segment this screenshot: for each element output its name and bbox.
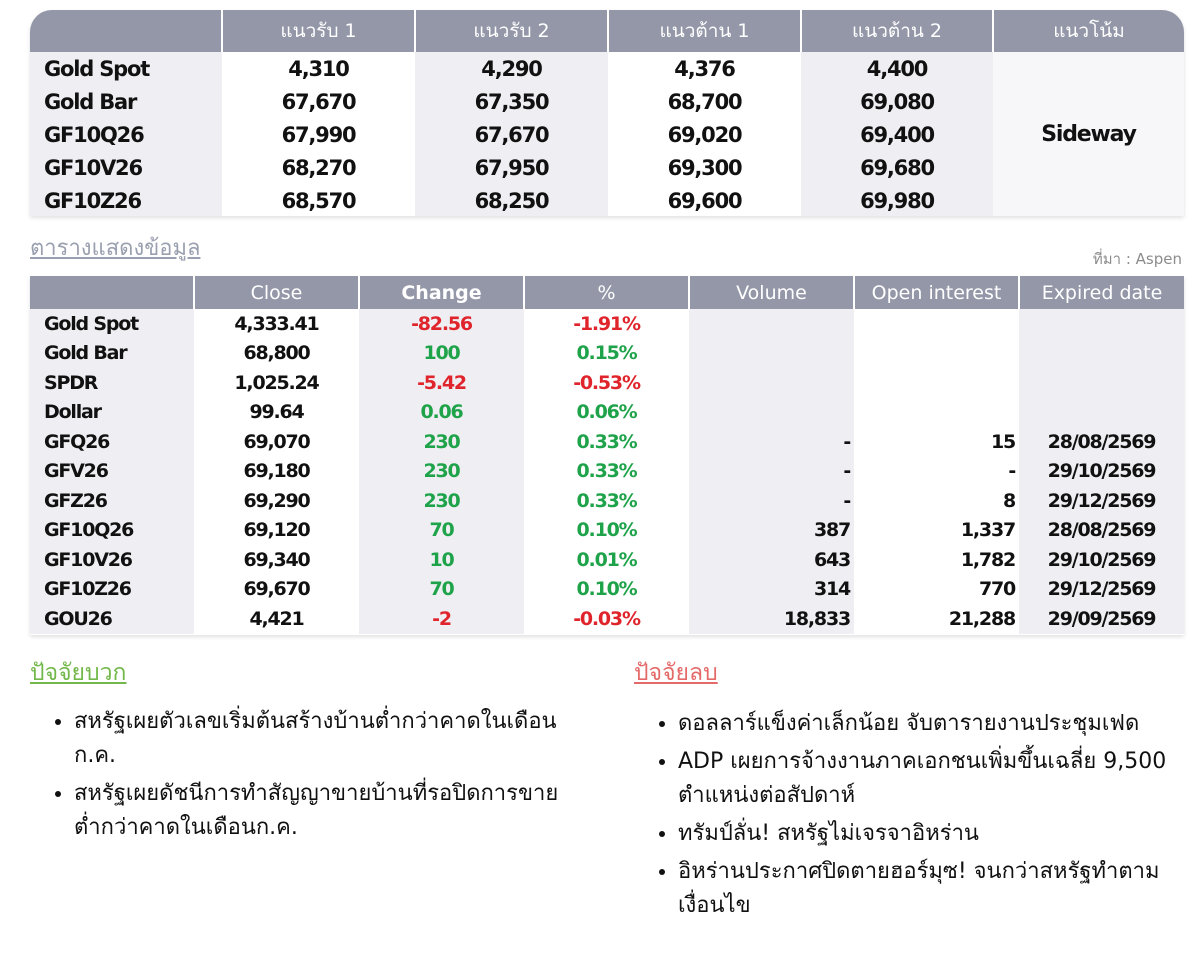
market-header-row: [30, 276, 1184, 309]
instrument-name: Gold Spot: [30, 309, 194, 339]
change-value: -82.56: [359, 309, 524, 339]
header-resistance-1: แนวต้าน 1: [608, 10, 801, 52]
open-interest-value: [854, 339, 1019, 369]
table-row: [30, 457, 1184, 487]
change-value: -5.42: [359, 368, 524, 398]
table-row: [30, 427, 1184, 457]
support-2-value: 68,250: [415, 184, 608, 216]
header-blank: [30, 10, 222, 52]
close-value: 69,670: [194, 575, 359, 605]
list-item: • อิหร่านประกาศปิดตายฮอร์มุซ! จนกว่าสหรัฐทำตามเงื่อนไข: [678, 855, 1174, 923]
instrument-name: GF10Z26: [30, 575, 194, 605]
change-value: 0.06: [359, 398, 524, 428]
volume-value: [689, 398, 854, 428]
close-value: 68,800: [194, 339, 359, 369]
expired-date-value: 29/12/2569: [1019, 486, 1184, 516]
close-value: 69,340: [194, 545, 359, 575]
open-interest-value: -: [854, 457, 1019, 487]
volume-value: -: [689, 457, 854, 487]
support-2-value: 67,350: [415, 85, 608, 118]
list-item: • ทรัมป์ลั่น! สหรัฐไม่เจรจาอิหร่าน: [678, 817, 1174, 851]
table-row: [30, 398, 1184, 428]
positive-factors-list: [30, 705, 570, 845]
expired-date-value: 29/10/2569: [1019, 457, 1184, 487]
resistance-2-value: 4,400: [801, 52, 993, 85]
table-row: [30, 52, 1184, 85]
open-interest-value: 21,288: [854, 604, 1019, 634]
table-row: [30, 575, 1184, 605]
open-interest-value: [854, 398, 1019, 428]
change-value: 100: [359, 339, 524, 369]
resistance-1-value: 69,600: [608, 184, 801, 216]
instrument-name: Gold Bar: [30, 85, 222, 118]
instrument-name: GFQ26: [30, 427, 194, 457]
expired-date-value: [1019, 339, 1184, 369]
volume-value: [689, 368, 854, 398]
support-1-value: 68,270: [222, 151, 415, 184]
change-value: -2: [359, 604, 524, 634]
change-value: 70: [359, 575, 524, 605]
table-row: [30, 545, 1184, 575]
negative-factors-title: ปัจจัยลบ: [634, 660, 718, 686]
support-1-value: 67,670: [222, 85, 415, 118]
support-1-value: 4,310: [222, 52, 415, 85]
table-row: [30, 604, 1184, 634]
percent-value: 0.33%: [524, 486, 689, 516]
percent-value: 0.33%: [524, 457, 689, 487]
market-data-table: [30, 276, 1184, 635]
percent-value: -0.03%: [524, 604, 689, 634]
support-2-value: 67,950: [415, 151, 608, 184]
expired-date-value: 28/08/2569: [1019, 427, 1184, 457]
instrument-name: GF10Q26: [30, 516, 194, 546]
volume-value: -: [689, 427, 854, 457]
change-value: 70: [359, 516, 524, 546]
instrument-name: Dollar: [30, 398, 194, 428]
negative-factors-list: [634, 707, 1174, 923]
expired-date-value: [1019, 398, 1184, 428]
instrument-name: Gold Spot: [30, 52, 222, 85]
percent-value: 0.10%: [524, 575, 689, 605]
close-value: 99.64: [194, 398, 359, 428]
support-resistance-header-row: [30, 10, 1184, 52]
support-2-value: 67,670: [415, 118, 608, 151]
percent-value: 0.01%: [524, 545, 689, 575]
list-item: • ดอลลาร์แข็งค่าเล็กน้อย จับตารายงานประชุมเฟด: [678, 707, 1174, 741]
open-interest-value: 770: [854, 575, 1019, 605]
close-value: 4,421: [194, 604, 359, 634]
instrument-name: GF10Q26: [30, 118, 222, 151]
support-1-value: 67,990: [222, 118, 415, 151]
header-trend: แนวโน้ม: [993, 10, 1184, 52]
volume-value: [689, 309, 854, 339]
open-interest-value: 1,782: [854, 545, 1019, 575]
change-value: 230: [359, 427, 524, 457]
open-interest-value: 8: [854, 486, 1019, 516]
table-row: [30, 368, 1184, 398]
change-value: 230: [359, 486, 524, 516]
close-value: 69,290: [194, 486, 359, 516]
header-close: Close: [194, 276, 359, 309]
volume-value: 387: [689, 516, 854, 546]
percent-value: 0.15%: [524, 339, 689, 369]
header-support-1: แนวรับ 1: [222, 10, 415, 52]
table-row: [30, 339, 1184, 369]
close-value: 69,180: [194, 457, 359, 487]
header-change: Change: [359, 276, 524, 309]
resistance-1-value: 69,300: [608, 151, 801, 184]
trend-value: Sideway: [993, 52, 1184, 216]
instrument-name: GFZ26: [30, 486, 194, 516]
source-note: ที่มา : Aspen: [1092, 250, 1182, 268]
resistance-1-value: 68,700: [608, 85, 801, 118]
instrument-name: SPDR: [30, 368, 194, 398]
expired-date-value: 29/10/2569: [1019, 545, 1184, 575]
instrument-name: GFV26: [30, 457, 194, 487]
support-1-value: 68,570: [222, 184, 415, 216]
positive-factors: [30, 655, 570, 849]
instrument-name: GOU26: [30, 604, 194, 634]
volume-value: 643: [689, 545, 854, 575]
volume-value: 18,833: [689, 604, 854, 634]
header-blank: [30, 276, 194, 309]
instrument-name: Gold Bar: [30, 339, 194, 369]
open-interest-value: [854, 368, 1019, 398]
percent-value: 0.06%: [524, 398, 689, 428]
open-interest-value: 1,337: [854, 516, 1019, 546]
close-value: 69,070: [194, 427, 359, 457]
close-value: 69,120: [194, 516, 359, 546]
expired-date-value: 29/12/2569: [1019, 575, 1184, 605]
positive-factors-title: ปัจจัยบวก: [30, 660, 127, 686]
open-interest-value: [854, 309, 1019, 339]
header-volume: Volume: [689, 276, 854, 309]
list-item: • ADP เผยการจ้างงานภาคเอกชนเพิ่มขึ้นเฉลี่ย 9,500 ตำแหน่งต่อสัปดาห์: [678, 745, 1174, 813]
support-2-value: 4,290: [415, 52, 608, 85]
header-expired-date: Expired date: [1019, 276, 1184, 309]
close-value: 4,333.41: [194, 309, 359, 339]
resistance-2-value: 69,680: [801, 151, 993, 184]
resistance-1-value: 69,020: [608, 118, 801, 151]
instrument-name: GF10Z26: [30, 184, 222, 216]
expired-date-value: [1019, 309, 1184, 339]
close-value: 1,025.24: [194, 368, 359, 398]
resistance-2-value: 69,400: [801, 118, 993, 151]
header-resistance-2: แนวต้าน 2: [801, 10, 993, 52]
volume-value: [689, 339, 854, 369]
percent-value: 0.33%: [524, 427, 689, 457]
table-row: [30, 486, 1184, 516]
volume-value: 314: [689, 575, 854, 605]
data-table-title: ตารางแสดงข้อมูล: [30, 236, 201, 261]
resistance-1-value: 4,376: [608, 52, 801, 85]
instrument-name: GF10V26: [30, 545, 194, 575]
table-row: [30, 516, 1184, 546]
expired-date-value: 29/09/2569: [1019, 604, 1184, 634]
resistance-2-value: 69,080: [801, 85, 993, 118]
expired-date-value: 28/08/2569: [1019, 516, 1184, 546]
percent-value: -0.53%: [524, 368, 689, 398]
list-item: • สหรัฐเผยดัชนีการทำสัญญาขายบ้านที่รอปิดการขายต่ำกว่าคาดในเดือนก.ค.: [74, 777, 570, 845]
header-support-2: แนวรับ 2: [415, 10, 608, 52]
table-row: [30, 309, 1184, 339]
resistance-2-value: 69,980: [801, 184, 993, 216]
open-interest-value: 15: [854, 427, 1019, 457]
expired-date-value: [1019, 368, 1184, 398]
support-resistance-table: [30, 10, 1184, 216]
negative-factors: [634, 655, 1174, 927]
list-item: • สหรัฐเผยตัวเลขเริ่มต้นสร้างบ้านต่ำกว่าคาดในเดือนก.ค.: [74, 705, 570, 773]
header-open-interest: Open interest: [854, 276, 1019, 309]
header-percent: %: [524, 276, 689, 309]
volume-value: -: [689, 486, 854, 516]
percent-value: 0.10%: [524, 516, 689, 546]
change-value: 230: [359, 457, 524, 487]
percent-value: -1.91%: [524, 309, 689, 339]
change-value: 10: [359, 545, 524, 575]
instrument-name: GF10V26: [30, 151, 222, 184]
